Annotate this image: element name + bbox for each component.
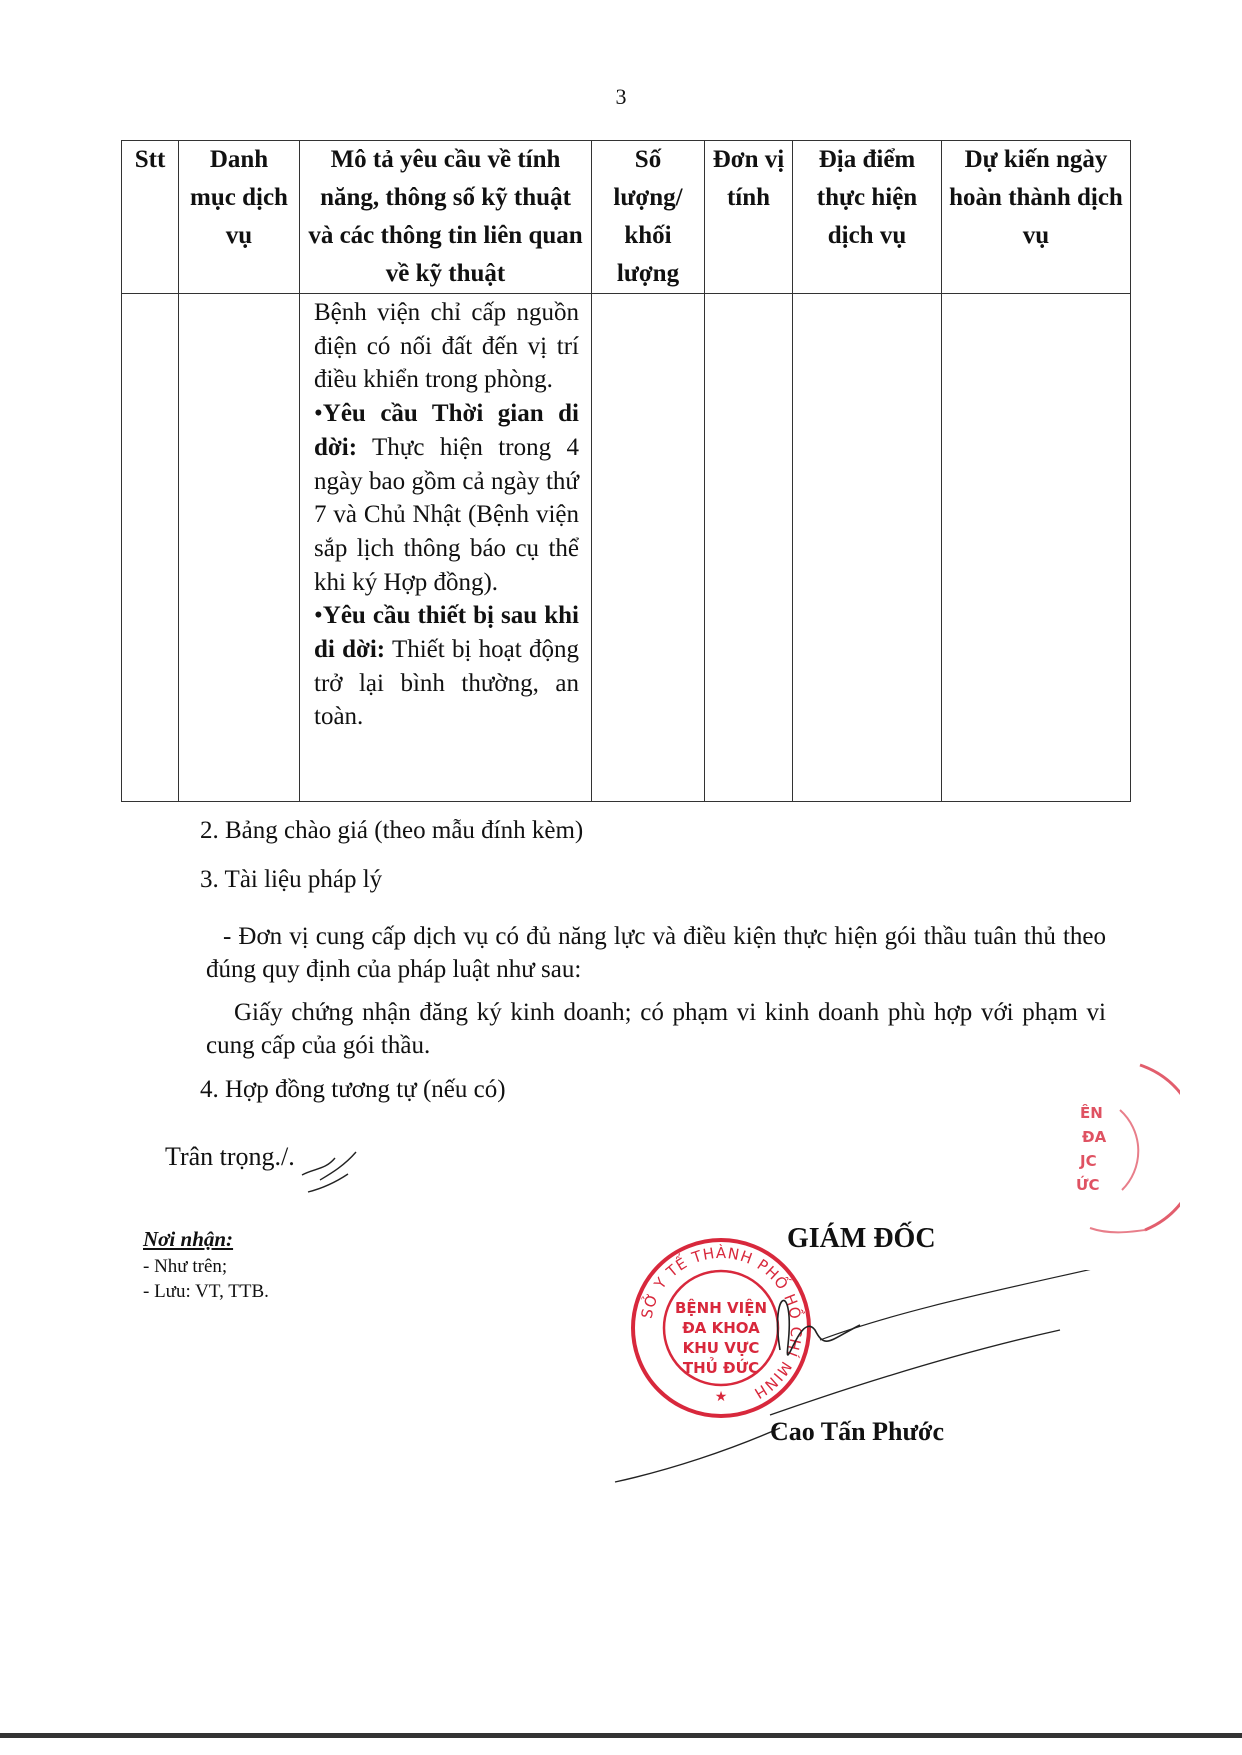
legal-paragraph: - Đơn vị cung cấp dịch vụ có đủ năng lực và điều kiện thực hiện gói thầu tuân thủ theo đúng quy định của pháp luật như sau: [206, 923, 1106, 983]
underline-stroke [610, 1420, 790, 1490]
seal-line: ĐA KHOA [682, 1319, 760, 1337]
list-item-contracts: 4. Hợp đồng tương tự (nếu có) [200, 1076, 506, 1103]
header-stt: Stt [122, 141, 179, 294]
svg-text:ĐA: ĐA [1082, 1128, 1107, 1146]
page-number: 3 [615, 84, 627, 109]
header-quantity: Số lượng/ khối lượng [592, 141, 705, 294]
seal-ring-text: SỞ Y TẾ THÀNH PHỐ HỒ CHÍ MINH [637, 1243, 806, 1403]
bullet-text: Thiết bị hoạt động trở lại bình thường, an toàn. [314, 636, 579, 731]
bullet-relocation-time: •Yêu cầu Thời gian di dời: Thực hiện trong 4 ngày bao gồm cả ngày thứ 7 và Chủ Nhật (Bệnh viện sắp lịch thông báo cụ thể khi ký Hợp đồng). [314, 400, 579, 596]
partial-seal-mark [1030, 1050, 1180, 1250]
seal-line: THỦ ĐỨC [682, 1359, 760, 1377]
cell-location [793, 294, 942, 802]
cell-quantity [592, 294, 705, 802]
header-location: Địa điểm thực hiện dịch vụ [793, 141, 942, 294]
header-completion: Dự kiến ngày hoàn thành dịch vụ [942, 141, 1131, 294]
table-row [122, 294, 1131, 802]
recipients-block [143, 1227, 269, 1304]
star-icon: ★ [714, 1389, 728, 1405]
recipients-title: Nơi nhận: [143, 1227, 234, 1251]
recipient-line: - Như trên; [143, 1256, 228, 1277]
bullet-device-after: •Yêu cầu thiết bị sau khi di dời: Thiết bị hoạt động trở lại bình thường, an toàn. [314, 602, 579, 731]
license-paragraph: Giấy chứng nhận đăng ký kinh doanh; có phạm vi kinh doanh phù hợp với phạm vi cung cấp của gói thầu. [206, 999, 1106, 1059]
seal-line: KHU VỰC [682, 1339, 760, 1357]
director-name: Cao Tấn Phước [770, 1417, 944, 1446]
svg-text:ÊN: ÊN [1080, 1104, 1103, 1122]
seal-line: BỆNH VIỆN [675, 1299, 767, 1317]
list-item-legal-docs: 3. Tài liệu pháp lý [200, 866, 383, 893]
director-title: GIÁM ĐỐC [787, 1223, 936, 1254]
bottom-edge [0, 1733, 1242, 1738]
initial-mark [300, 1140, 360, 1200]
service-spec-table [121, 140, 1131, 802]
continuation-text: Bệnh viện chỉ cấp nguồn điện có nối đất đến vị trí điều khiển trong phòng. [314, 299, 579, 394]
cell-unit [705, 294, 793, 802]
bullet-text: Thực hiện trong 4 ngày bao gồm cả ngày thứ 7 và Chủ Nhật (Bệnh viện sắp lịch thông báo cụ thể khi ký Hợp đồng). [314, 433, 579, 596]
svg-text:JC: JC [1080, 1152, 1097, 1170]
header-category: Danh mục dịch vụ [179, 141, 300, 294]
list-item-quote: 2. Bảng chào giá (theo mẫu đính kèm) [200, 817, 584, 844]
cell-stt [122, 294, 179, 802]
bullet-heading: Yêu cầu Thời gian di dời: [314, 400, 579, 461]
closing-text: Trân trọng./. [165, 1142, 295, 1171]
header-description: Mô tả yêu cầu về tính năng, thông số kỹ thuật và các thông tin liên quan về kỹ thuật [300, 141, 592, 294]
cell-description [300, 294, 592, 802]
cell-completion [942, 294, 1131, 802]
cell-category [179, 294, 300, 802]
header-unit: Đơn vị tính [705, 141, 793, 294]
recipient-line: - Lưu: VT, TTB. [143, 1281, 269, 1302]
svg-text:ỨC: ỨC [1076, 1176, 1100, 1194]
bullet-heading: Yêu cầu thiết bị sau khi di dời: [314, 602, 579, 664]
